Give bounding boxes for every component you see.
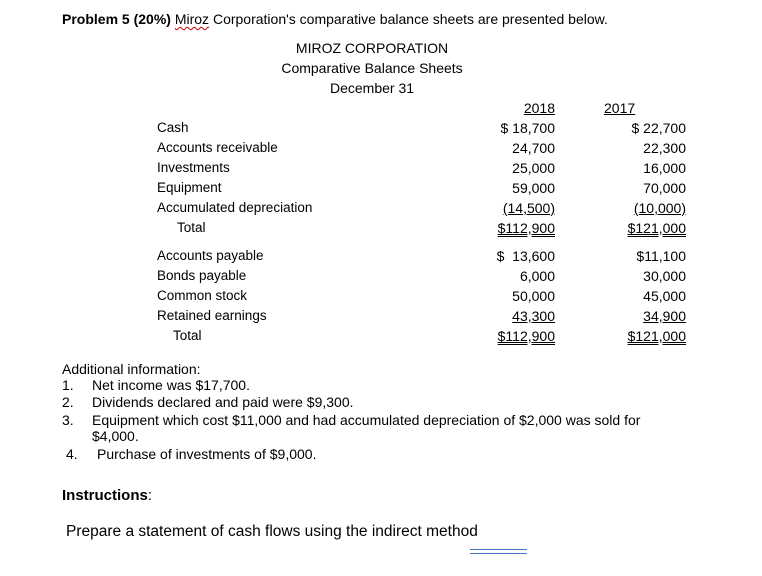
list-item-text: Purchase of investments of $9,000. bbox=[97, 446, 317, 462]
problem-label: Problem 5 (20%) bbox=[62, 11, 171, 27]
asset-label: Cash bbox=[157, 120, 189, 135]
liability-2017: 30,000 bbox=[643, 268, 686, 284]
liability-2018: $ 13,600 bbox=[496, 248, 555, 264]
liability-2018: 50,000 bbox=[512, 288, 555, 304]
asset-2017: 70,000 bbox=[643, 180, 686, 196]
liability-label: Retained earnings bbox=[157, 308, 267, 323]
liability-label: Bonds payable bbox=[157, 268, 247, 283]
statement-title: Comparative Balance Sheets bbox=[281, 60, 463, 76]
asset-label: Investments bbox=[157, 160, 230, 175]
list-item-text: Equipment which cost $11,000 and had accumulated depreciation of $2,000 was sold for bbox=[92, 412, 641, 428]
liability-2017: 45,000 bbox=[643, 288, 686, 304]
asset-2017: 16,000 bbox=[643, 160, 686, 176]
liabilities-total-2017: $121,000 bbox=[627, 328, 686, 344]
liability-2018: 6,000 bbox=[519, 268, 555, 284]
column-2017: 2017 bbox=[604, 100, 636, 116]
list-number: 1. bbox=[62, 377, 74, 393]
liabilities-total-label: Total bbox=[173, 328, 202, 343]
double-line-decoration bbox=[470, 549, 527, 554]
list-item-text: Dividends declared and paid were $9,300. bbox=[92, 394, 354, 410]
instructions-heading: Instructions: bbox=[62, 487, 153, 504]
liabilities-total-2018: $112,900 bbox=[497, 328, 555, 344]
problem-header bbox=[62, 11, 608, 27]
company-name: MIROZ CORPORATION bbox=[295, 40, 449, 56]
list-item-text: Net income was $17,700. bbox=[92, 377, 250, 393]
asset-2018: 25,000 bbox=[512, 160, 555, 176]
asset-2018: (14,500) bbox=[502, 200, 555, 216]
additional-heading: Additional information: bbox=[62, 361, 201, 377]
assets-total-label: Total bbox=[177, 220, 206, 235]
asset-2018: 59,000 bbox=[512, 180, 555, 196]
list-number: 4. bbox=[66, 446, 78, 462]
statement-date: December 31 bbox=[329, 80, 415, 96]
asset-label: Accumulated depreciation bbox=[157, 200, 313, 215]
asset-2017: (10,000) bbox=[633, 200, 686, 216]
assets-total-2018: $112,900 bbox=[497, 220, 555, 236]
liability-label: Accounts payable bbox=[157, 248, 264, 263]
asset-label: Accounts receivable bbox=[157, 140, 278, 155]
list-number: 2. bbox=[62, 394, 74, 410]
liability-2017: 34,900 bbox=[643, 308, 686, 324]
liability-label: Common stock bbox=[157, 288, 248, 303]
asset-2018: 24,700 bbox=[512, 140, 555, 156]
company-word: Miroz bbox=[174, 11, 210, 27]
list-item-continuation: $4,000. bbox=[92, 428, 139, 444]
assets-total-2017: $121,000 bbox=[627, 220, 686, 236]
asset-label: Equipment bbox=[157, 180, 222, 195]
asset-2017: 22,300 bbox=[643, 140, 686, 156]
list-number: 3. bbox=[62, 412, 74, 428]
asset-2017: $ 22,700 bbox=[631, 120, 686, 136]
asset-2018: $ 18,700 bbox=[500, 120, 555, 136]
column-2018: 2018 bbox=[523, 100, 555, 116]
instructions-text: Prepare a statement of cash flows using the indirect method bbox=[66, 523, 478, 540]
problem-text: Corporation's comparative balance sheets are presented below. bbox=[209, 11, 608, 27]
liability-2017: $11,100 bbox=[636, 248, 686, 264]
liability-2018: 43,300 bbox=[512, 308, 555, 324]
